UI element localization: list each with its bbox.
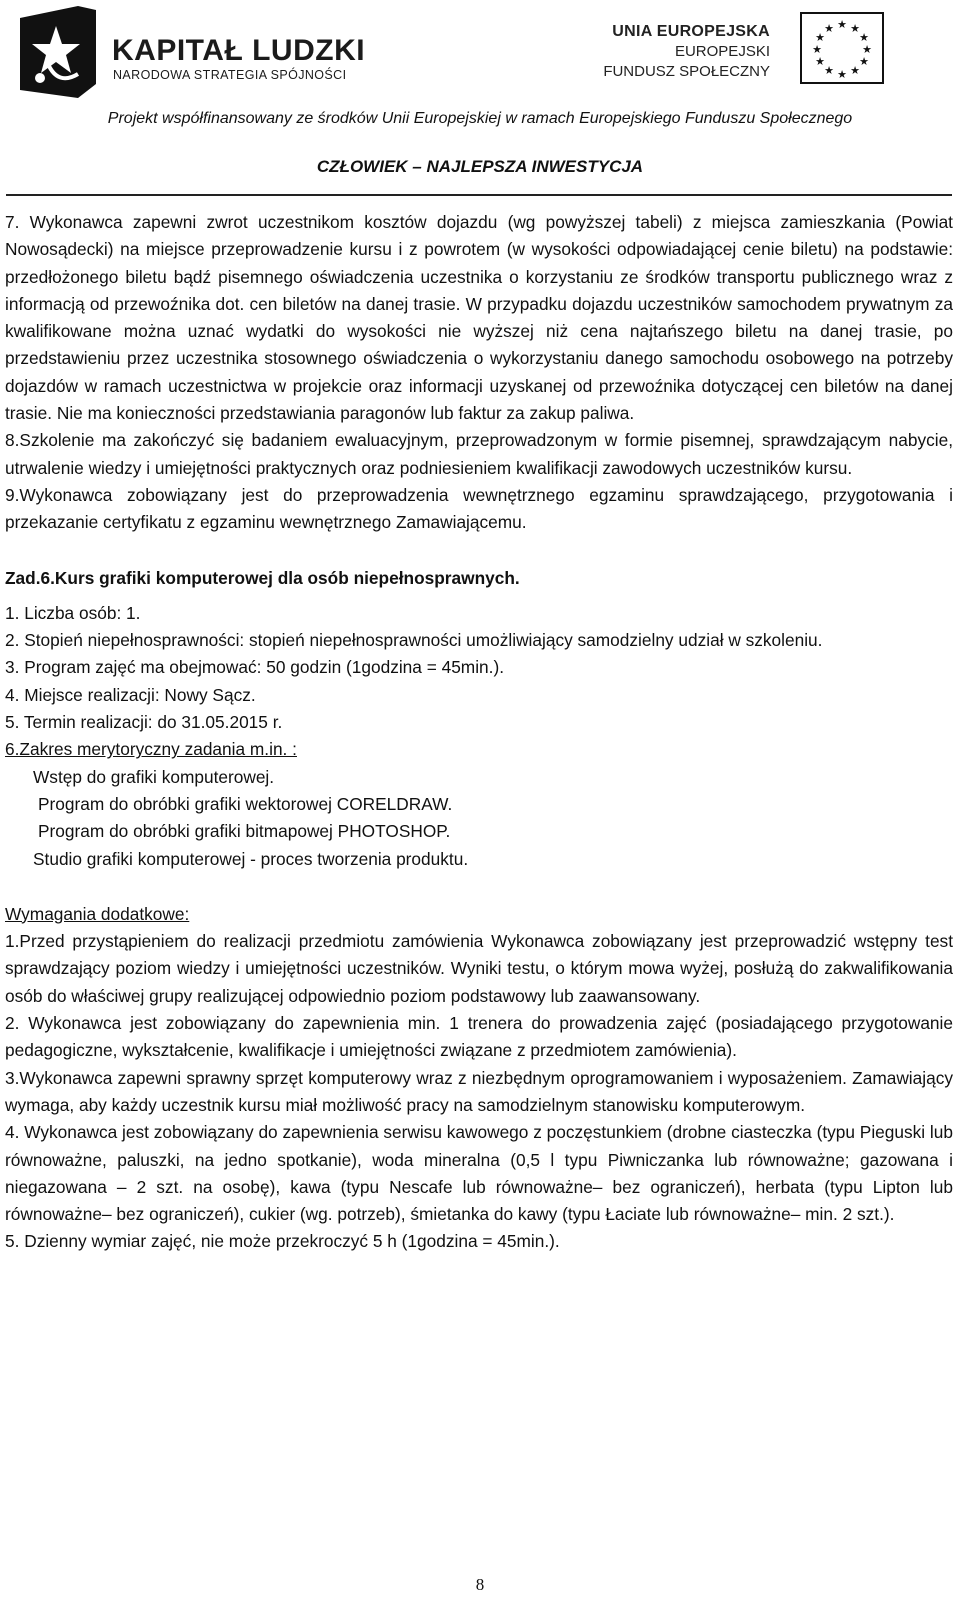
svg-text:★: ★ (815, 31, 825, 44)
svg-text:★: ★ (859, 31, 869, 44)
cofinance-line: Projekt współfinansowany ze środków Unii Europejskiej w ramach Europejskiego Funduszu Społecznego (107, 110, 853, 127)
svg-text:★: ★ (850, 64, 860, 77)
scope-item-3: Program do obróbki grafiki bitmapowej PHOTOSHOP. (38, 821, 451, 842)
requirement-5: 5. Dzienny wymiar zajęć, nie może przekroczyć 5 h (1godzina = 45min.). (5, 1231, 560, 1252)
spacer (5, 873, 953, 901)
svg-text:★: ★ (815, 55, 825, 68)
requirement-4: 4. Wykonawca jest zobowiązany do zapewnienia serwisu kawowego z poczęstunkiem (drobne ciasteczka (typu Pieguski lub równoważne, paluszki, na jedno spotkanie), woda mineralna (0,5 l typu Piwniczanka lub równoważne; gazowana i niegazowana – 2 szt. na osobę), kawa (typu Nescafe lub równoważne– bez ograniczeń), herbata (typu Lipton lub równoważne– bez ograniczeń), cukier (wg. potrzeb), śmietanka do kawy (typu Łaciate lub równoważne– min. 2 szt.). (5, 1122, 953, 1225)
requirement-2: 2. Wykonawca jest zobowiązany do zapewnienia min. 1 trenera do prowadzenia zajęć (posiadającego przygotowanie pedagogiczne, wykształcenie, kwalifikacje i umiejętności związane z przedmiotem zamówienia). (5, 1013, 953, 1061)
eu-logo-text (603, 22, 770, 82)
task-item-1: 1. Liczba osób: 1. (5, 602, 141, 623)
task-title: Zad.6.Kurs grafiki komputerowej dla osób niepełnosprawnych. (5, 567, 520, 588)
spacer (5, 537, 953, 565)
task-item-2: 2. Stopień niepełnosprawności: stopień niepełnosprawności umożliwiający samodzielny udział w szkoleniu. (5, 630, 823, 651)
document-header (0, 0, 960, 200)
page-number: 8 (475, 1575, 485, 1594)
scope-item-4: Studio grafiki komputerowej - proces tworzenia produktu. (33, 848, 469, 869)
svg-text:★: ★ (812, 43, 822, 56)
point-7: 7. Wykonawca zapewni zwrot uczestnikom kosztów dojazdu (wg powyższej tabeli) z miejsca zamieszkania (Powiat Nowosądecki) na miejsce przeprowadzenie kursu i z powrotem (w wysokości odpowiadającej cenie biletu) na podstawie: przedłożonego biletu bądź pisemnego oświadczenia uczestnika o korzystaniu ze środków transportu publicznego wraz z informacją od przewoźnika dot. cen biletów na danej trasie. W przypadku dojazdu uczestników samochodem prywatnym za kwalifikowane można uznać wydatki do wysokości nie wyższej niż cena najtańszego biletu na danej trasie, po przedstawieniu przez uczestnika stosownego oświadczenia o wykorzystaniu danego samochodu osobowego na potrzeby dojazdów w ramach uczestnictwa w projekcie oraz informacji uzyskanej od przewoźnika dotyczącej cen biletów na danej trasie. Nie ma konieczności przedstawiania paragonów lub faktur za zakup paliwa. (5, 212, 953, 424)
requirements-title: Wymagania dodatkowe: (5, 903, 190, 924)
requirement-3: 3.Wykonawca zapewni sprawny sprzęt komputerowy wraz z niezbędnym oprogramowaniem i wyposażeniem. Zamawiający wymaga, aby każdy uczestnik kursu miał możliwość pracy na samodzielnym stanowisku komputerowym. (5, 1067, 953, 1115)
eu-logo-line2: EUROPEJSKI (674, 43, 770, 60)
svg-text:★: ★ (837, 68, 847, 81)
svg-text:★: ★ (824, 64, 834, 77)
svg-text:★: ★ (862, 43, 872, 56)
task-item-4: 4. Miejsce realizacji: Nowy Sącz. (5, 684, 256, 705)
svg-text:★: ★ (824, 22, 834, 35)
scope-title: 6.Zakres merytoryczny zadania m.in. : (5, 739, 297, 760)
scope-item-1: Wstęp do grafiki komputerowej. (33, 766, 275, 787)
logo-left-title: KAPITAŁ LUDZKI (112, 34, 366, 67)
eu-logo-line3: FUNDUSZ SPOŁECZNY (603, 63, 770, 80)
motto-line: CZŁOWIEK – NAJLEPSZA INWESTYCJA (316, 157, 644, 176)
spacer (5, 592, 953, 600)
point-8: 8.Szkolenie ma zakończyć się badaniem ewaluacyjnym, przeprowadzonym w formie pisemnej, sprawdzającym nabycie, utrwalenie wiedzy i umiejętności praktycznych oraz podniesieniem kwalifikacji zawodowych uczestników kursu. (5, 430, 953, 478)
svg-text:★: ★ (837, 18, 847, 31)
document-body (5, 209, 953, 1256)
svg-text:★: ★ (850, 22, 860, 35)
scope-item-2: Program do obróbki grafiki wektorowej CORELDRAW. (38, 793, 453, 814)
task-item-5: 5. Termin realizacji: do 31.05.2015 r. (5, 712, 283, 733)
logo-left-subtitle: NARODOWA STRATEGIA SPÓJNOŚCI (113, 68, 347, 82)
kapital-ludzki-logo-icon (18, 4, 98, 100)
header-divider (6, 194, 952, 196)
svg-text:★: ★ (859, 55, 869, 68)
eu-logo-line1: UNIA EUROPEJSKA (612, 23, 770, 40)
requirement-1: 1.Przed przystąpieniem do realizacji przedmiotu zamówienia Wykonawca zobowiązany jest przeprowadzić wstępny test sprawdzający poziom wiedzy i umiejętności uczestników. Wyniki testu, o którym mowa wyżej, posłużą do zakwalifikowania osób do właściwej grupy realizującej odpowiednio poziom podstawowy lub zaawansowany. (5, 931, 953, 1006)
point-9: 9.Wykonawca zobowiązany jest do przeprowadzenia wewnętrznego egzaminu sprawdzającego, przygotowania i przekazanie certyfikatu z egzaminu wewnętrznego Zamawiającemu. (5, 484, 953, 533)
eu-flag-icon (800, 12, 884, 84)
task-item-3: 3. Program zajęć ma obejmować: 50 godzin (1godzina = 45min.). (5, 657, 505, 678)
